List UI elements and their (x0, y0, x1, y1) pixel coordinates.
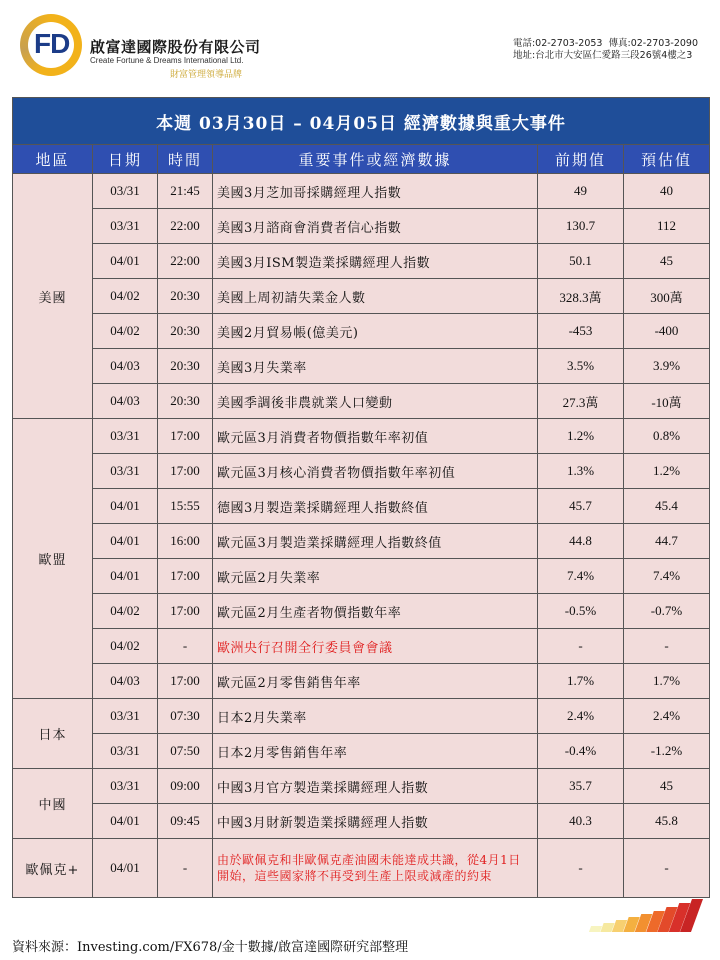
table-row (13, 559, 710, 594)
region-jp: 日本 (13, 699, 93, 769)
column-header-date: 日期 (93, 145, 158, 174)
region-us: 美國 (13, 174, 93, 419)
row-time: 22:00 (158, 209, 213, 244)
row-forecast: 45.4 (624, 489, 710, 524)
table-row (13, 664, 710, 699)
row-date: 04/02 (93, 314, 158, 349)
table-row (13, 734, 710, 769)
row-previous: -453 (538, 314, 624, 349)
row-time: 09:00 (158, 769, 213, 804)
row-time: 17:00 (158, 594, 213, 629)
company-logo (20, 14, 86, 76)
table-header-row (13, 145, 710, 174)
row-date: 04/02 (93, 594, 158, 629)
column-header-time: 時間 (158, 145, 213, 174)
row-forecast: 1.7% (624, 664, 710, 699)
row-previous: 44.8 (538, 524, 624, 559)
row-previous: 49 (538, 174, 624, 209)
row-event: 美國2月貿易帳(億美元) (213, 314, 538, 349)
region-opec: 歐佩克+ (13, 839, 93, 898)
row-previous: 45.7 (538, 489, 624, 524)
row-event: 日本2月零售銷售年率 (213, 734, 538, 769)
row-forecast: 3.9% (624, 349, 710, 384)
row-event: 美國3月失業率 (213, 349, 538, 384)
row-date: 04/01 (93, 559, 158, 594)
contact-info (513, 38, 698, 62)
row-date: 03/31 (93, 209, 158, 244)
row-time: 21:45 (158, 174, 213, 209)
table-row (13, 769, 710, 804)
row-event: 美國3月芝加哥採購經理人指數 (213, 174, 538, 209)
table-row (13, 349, 710, 384)
row-previous: 27.3萬 (538, 384, 624, 419)
row-forecast: 112 (624, 209, 710, 244)
row-forecast: -1.2% (624, 734, 710, 769)
table-row (13, 524, 710, 559)
row-time: 17:00 (158, 454, 213, 489)
column-header-forecast: 預估值 (624, 145, 710, 174)
row-previous: 328.3萬 (538, 279, 624, 314)
row-previous: 1.3% (538, 454, 624, 489)
table-row (13, 489, 710, 524)
row-time: 17:00 (158, 559, 213, 594)
row-forecast: 44.7 (624, 524, 710, 559)
table-row (13, 209, 710, 244)
row-event: 美國3月ISM製造業採購經理人指數 (213, 244, 538, 279)
row-time: 07:30 (158, 699, 213, 734)
row-event: 歐元區3月製造業採購經理人指數終值 (213, 524, 538, 559)
row-date: 03/31 (93, 454, 158, 489)
row-time: 15:55 (158, 489, 213, 524)
row-previous: - (538, 629, 624, 664)
row-date: 04/01 (93, 524, 158, 559)
row-event: 歐元區3月核心消費者物價指數年率初值 (213, 454, 538, 489)
row-forecast: 0.8% (624, 419, 710, 454)
row-time: 22:00 (158, 244, 213, 279)
row-date: 04/03 (93, 349, 158, 384)
row-date: 04/01 (93, 804, 158, 839)
row-previous: 7.4% (538, 559, 624, 594)
row-forecast: 45.8 (624, 804, 710, 839)
row-event: 歐元區3月消費者物價指數年率初值 (213, 419, 538, 454)
table-row (13, 629, 710, 664)
row-forecast: - (624, 629, 710, 664)
row-forecast: 7.4% (624, 559, 710, 594)
table-row (13, 174, 710, 209)
row-date: 03/31 (93, 419, 158, 454)
table-title: 本週 03月30日 – 04月05日 經濟數據與重大事件 (13, 98, 710, 145)
row-forecast: -400 (624, 314, 710, 349)
column-header-event: 重要事件或經濟數據 (213, 145, 538, 174)
row-forecast: 300萬 (624, 279, 710, 314)
row-previous: 40.3 (538, 804, 624, 839)
table-row (13, 804, 710, 839)
address: 地址:台北市大安區仁愛路三段26號4樓之3 (512, 50, 693, 61)
row-previous: 2.4% (538, 699, 624, 734)
row-previous: 130.7 (538, 209, 624, 244)
region-eu: 歐盟 (13, 419, 93, 699)
logo-text: FD (34, 28, 70, 59)
row-previous: 35.7 (538, 769, 624, 804)
fax: 傳真:02-2703-2090 (608, 38, 698, 49)
table-row (13, 419, 710, 454)
data-source-note: 資料來源：Investing.com/FX678/金十數據/啟富達國際研究部整理 (12, 940, 409, 955)
row-date: 03/31 (93, 699, 158, 734)
row-event-highlight: 歐洲央行召開全行委員會會議 (213, 629, 538, 664)
row-date: 03/31 (93, 174, 158, 209)
row-previous: 1.2% (538, 419, 624, 454)
row-time: 20:30 (158, 384, 213, 419)
row-time: 07:50 (158, 734, 213, 769)
row-date: 03/31 (93, 734, 158, 769)
company-english-name: Create Fortune & Dreams International Ltd. (90, 56, 244, 65)
table-row (13, 384, 710, 419)
column-header-previous: 前期值 (538, 145, 624, 174)
row-event: 中國3月官方製造業採購經理人指數 (213, 769, 538, 804)
row-event: 德國3月製造業採購經理人指數終值 (213, 489, 538, 524)
page-header (0, 0, 720, 90)
row-previous: - (538, 839, 624, 898)
row-event: 日本2月失業率 (213, 699, 538, 734)
column-header-region: 地區 (13, 145, 93, 174)
row-forecast: 45 (624, 769, 710, 804)
row-time: 20:30 (158, 279, 213, 314)
row-event: 美國3月諮商會消費者信心指數 (213, 209, 538, 244)
row-previous: -0.4% (538, 734, 624, 769)
row-date: 04/02 (93, 279, 158, 314)
region-cn: 中國 (13, 769, 93, 839)
row-forecast: 2.4% (624, 699, 710, 734)
row-forecast: 1.2% (624, 454, 710, 489)
row-event-highlight: 由於歐佩克和非歐佩克產油國未能達成共識，從4月1日開始，這些國家將不再受到生產上限或減產的約束 (213, 839, 538, 898)
row-date: 04/03 (93, 664, 158, 699)
table-row (13, 594, 710, 629)
company-slogan: 財富管理領導品牌 (170, 70, 243, 80)
row-event: 歐元區2月生產者物價指數年率 (213, 594, 538, 629)
row-date: 04/02 (93, 629, 158, 664)
table-row (13, 454, 710, 489)
row-event: 美國上周初請失業金人數 (213, 279, 538, 314)
table-row (13, 699, 710, 734)
row-time: - (158, 839, 213, 898)
row-previous: -0.5% (538, 594, 624, 629)
table-row (13, 279, 710, 314)
row-date: 04/01 (93, 244, 158, 279)
row-date: 04/01 (93, 489, 158, 524)
row-time: 20:30 (158, 349, 213, 384)
table-row (13, 839, 710, 898)
row-time: 16:00 (158, 524, 213, 559)
row-event: 美國季調後非農就業人口變動 (213, 384, 538, 419)
row-date: 04/03 (93, 384, 158, 419)
table-row (13, 244, 710, 279)
row-time: 17:00 (158, 419, 213, 454)
row-previous: 1.7% (538, 664, 624, 699)
row-time: 09:45 (158, 804, 213, 839)
row-forecast: -10萬 (624, 384, 710, 419)
table-row (13, 314, 710, 349)
economic-calendar-table (12, 97, 710, 898)
row-time: 20:30 (158, 314, 213, 349)
row-time: 17:00 (158, 664, 213, 699)
row-date: 04/01 (93, 839, 158, 898)
row-time: - (158, 629, 213, 664)
row-previous: 50.1 (538, 244, 624, 279)
row-event: 中國3月財新製造業採購經理人指數 (213, 804, 538, 839)
decorative-bars-icon (586, 898, 706, 932)
row-previous: 3.5% (538, 349, 624, 384)
row-date: 03/31 (93, 769, 158, 804)
row-forecast: 40 (624, 174, 710, 209)
phone: 電話:02-2703-2053 (512, 38, 603, 49)
row-forecast: -0.7% (624, 594, 710, 629)
row-event: 歐元區2月失業率 (213, 559, 538, 594)
company-name: 啟富達國際股份有限公司 (90, 38, 261, 56)
row-forecast: - (624, 839, 710, 898)
row-event: 歐元區2月零售銷售年率 (213, 664, 538, 699)
row-forecast: 45 (624, 244, 710, 279)
